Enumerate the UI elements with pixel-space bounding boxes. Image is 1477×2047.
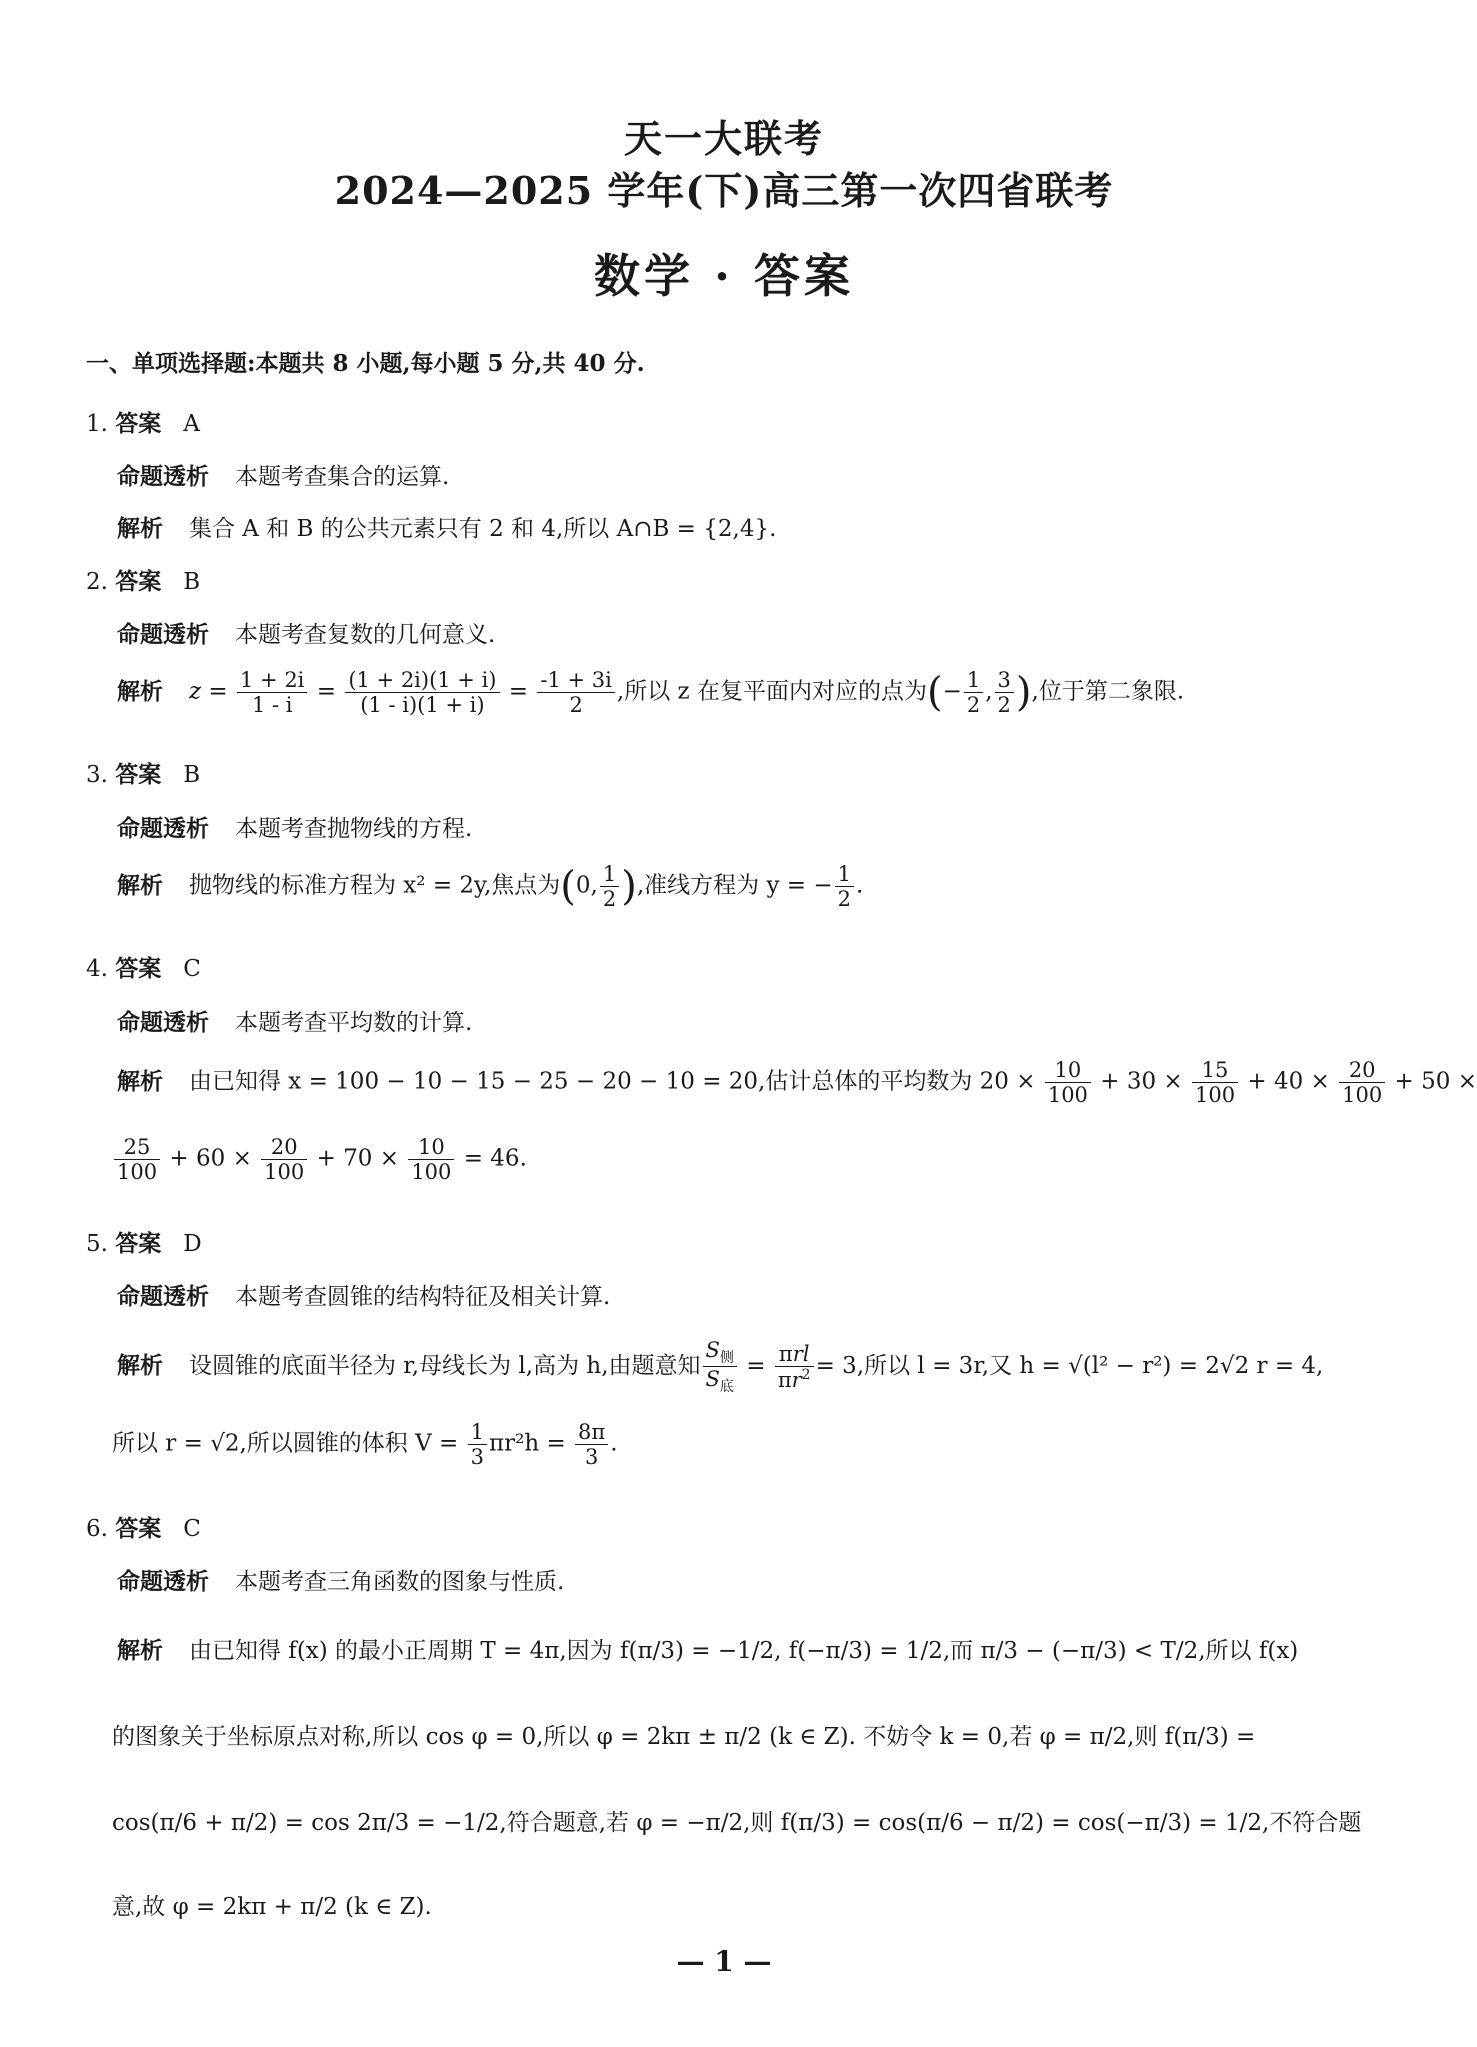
q4-analysis-text: 由已知得 x = 100 − 10 − 15 − 25 − 20 − 10 = 20,估计总体的平均数为 20 × <box>189 1068 1036 1095</box>
answer-label: 答案 <box>115 955 162 982</box>
numerator: 10 <box>408 1135 454 1160</box>
q5-analysis-mid: = 3,所以 l = 3r,又 h = √(l² − r²) = 2√2 r = 4, <box>815 1352 1324 1379</box>
q5-intent-text: 本题考查圆锥的结构特征及相关计算. <box>235 1284 611 1310</box>
denominator: 3 <box>470 1445 484 1470</box>
q3-analysis-pre: 抛物线的标准方程为 x² = 2y,焦点为 <box>189 872 561 899</box>
exam-organizer: 天一大联考 <box>623 116 824 161</box>
q5-analysis-pre: 设圆锥的底面半径为 r,母线长为 l,高为 h,由题意知 <box>189 1352 701 1379</box>
denominator: (1 - i)(1 + i) <box>360 693 485 718</box>
page-title: 数学 · 答案 <box>593 249 855 303</box>
q3-directrix-frac <box>835 862 854 911</box>
answer-label: 答案 <box>115 1515 162 1542</box>
numerator: 1 <box>964 668 983 693</box>
q5-analysis-cont <box>112 1420 618 1469</box>
q6-choice: C <box>183 1516 201 1542</box>
q5-volume-text: 所以 r = √2,所以圆锥的体积 V = <box>112 1430 459 1457</box>
q6-analysis-line-2: 的图象关于坐标原点对称,所以 cos φ = 0,所以 φ = 2kπ ± π/2 (k ∈ Z). 不妨令 k = 0,若 φ = π/2,则 f(π/3) = <box>112 1724 1256 1750</box>
q4-number: 4. <box>86 956 108 982</box>
denominator: 100 <box>1194 1083 1236 1108</box>
numerator: 1 <box>835 862 854 887</box>
intent-label: 命题透析 <box>117 1009 209 1036</box>
q5-frac-third <box>468 1420 487 1469</box>
analysis-label: 解析 <box>117 515 163 542</box>
numerator: 1 <box>600 862 619 887</box>
analysis-label: 解析 <box>117 871 163 899</box>
q4-frac-2 <box>1192 1058 1238 1107</box>
q5-volume-mid: πr²h = <box>489 1430 566 1457</box>
q6-analysis <box>117 1632 1298 1665</box>
q4-intent-text: 本题考查平均数的计算. <box>235 1010 473 1036</box>
denominator: 3 <box>584 1445 599 1470</box>
q3-focus-y <box>600 862 619 911</box>
q1-choice: A <box>183 411 200 437</box>
denominator: 2 <box>569 693 583 718</box>
paren-open: ( <box>926 669 943 716</box>
q6-answer <box>86 1510 201 1543</box>
denominator: 2 <box>602 887 617 912</box>
denominator: $\pi r^2$ <box>777 1366 811 1392</box>
q2-intent-text: 本题考查复数的几何意义. <box>235 622 496 648</box>
q4-choice: C <box>183 956 201 982</box>
denominator: 2 <box>997 693 1011 718</box>
numerator: $S_侧$ <box>703 1338 737 1367</box>
intent-label: 命题透析 <box>117 621 209 648</box>
q3-number: 3. <box>86 762 108 788</box>
q5-intent <box>117 1278 610 1311</box>
q2-point-x <box>964 668 983 717</box>
denominator: 2 <box>966 693 981 718</box>
denominator: 100 <box>264 1160 305 1185</box>
analysis-label: 解析 <box>117 1067 163 1095</box>
q2-analysis: 解析 z = $\frac{1 + 2i}{1 - i}$ = $\frac{(1 + 2i)(1 + i)}{(1 - i)(1 + i)}$ = $\frac{-1 + 3i}{2}$ ,所以 z 在复平面内对应的点为(− $\frac{1}{2}$ , $\frac{3}{2}$ ),位于第二象限. <box>117 668 1185 718</box>
q4-term: + 50 × <box>1394 1068 1477 1095</box>
numerator: 8π <box>575 1420 608 1445</box>
q3-intent-text: 本题考查抛物线的方程. <box>235 816 473 842</box>
q4-term: + 60 × <box>169 1145 252 1172</box>
numerator: (1 + 2i)(1 + i) <box>345 668 499 693</box>
answer-label: 答案 <box>115 568 162 595</box>
q2-fraction-2 <box>345 668 499 717</box>
numerator: 20 <box>261 1135 307 1160</box>
q5-analysis: 解析 设圆锥的底面半径为 r,母线长为 l,高为 h,由题意知 $\frac{S_侧}{S_底}$ = $\frac{\text{πrl}}{\pi r^2}$ = 3,所以 l = 3r,又 h = √(l² − r²) = 2√2 r = 4, <box>117 1338 1324 1396</box>
q2-fraction-1 <box>237 668 307 717</box>
paren-close: ) <box>1015 669 1032 716</box>
q3-answer <box>86 756 200 789</box>
q2-point-y <box>995 668 1014 717</box>
q4-term: + 40 × <box>1247 1068 1330 1095</box>
q5-volume-result <box>575 1420 608 1469</box>
q3-choice: B <box>183 762 201 788</box>
paren-close: ) <box>621 863 637 910</box>
q2-intent <box>117 616 495 649</box>
q1-analysis <box>117 510 776 543</box>
numerator: 15 <box>1192 1058 1238 1083</box>
q6-analysis-line-3: cos(π/6 + π/2) = cos 2π/3 = −1/2,符合题意,若 φ = −π/2,则 f(π/3) = cos(π/6 − π/2) = cos(−π/3) = 1/2,不符合题 <box>112 1810 1362 1836</box>
page-number: — 1 — <box>676 1945 772 1978</box>
q5-answer <box>86 1225 202 1258</box>
answer-label: 答案 <box>115 761 162 788</box>
answer-label: 答案 <box>115 1230 162 1257</box>
q6-analysis-line-1: 由已知得 f(x) 的最小正周期 T = 4π,因为 f(π/3) = −1/2, f(−π/3) = 1/2,而 π/3 − (−π/3) < T/2,所以 f(x) <box>189 1638 1299 1664</box>
q2-number: 2. <box>86 569 108 595</box>
q1-number: 1. <box>86 411 108 437</box>
denominator: 2 <box>837 887 851 912</box>
q3-analysis-mid: ,准线方程为 y = − <box>636 872 833 899</box>
intent-label: 命题透析 <box>117 1568 209 1595</box>
denominator: 100 <box>411 1160 452 1185</box>
numerator: 20 <box>1339 1058 1385 1083</box>
q3-analysis <box>117 862 863 911</box>
q4-frac-3 <box>1339 1058 1385 1107</box>
q1-analysis-text: 集合 A 和 B 的公共元素只有 2 和 4,所以 A∩B = {2,4}. <box>189 516 777 542</box>
exam-title: 2024—2025 学年(下)高三第一次四省联考 <box>334 168 1114 213</box>
numerator: -1 + 3i <box>537 668 614 693</box>
q4-frac-4 <box>114 1135 160 1184</box>
q3-focus-x: 0, <box>575 872 598 899</box>
numerator: 3 <box>995 668 1014 693</box>
q2-expr-lead: z = <box>189 678 228 705</box>
q6-analysis-line-4: 意,故 φ = 2kπ + π/2 (k ∈ Z). <box>112 1894 432 1920</box>
q4-frac-5 <box>261 1135 307 1184</box>
analysis-label: 解析 <box>117 1637 163 1664</box>
q4-answer <box>86 950 201 983</box>
numerator: πrl <box>775 1342 814 1367</box>
q4-term: + 70 × <box>316 1145 399 1172</box>
q2-mid-text: ,所以 z 在复平面内对应的点为 <box>616 678 927 705</box>
q4-analysis <box>117 1058 1477 1107</box>
numerator: 1 + 2i <box>237 668 307 693</box>
q2-fraction-3 <box>537 668 614 717</box>
analysis-label: 解析 <box>117 677 163 705</box>
intent-label: 命题透析 <box>117 1283 209 1310</box>
numerator: 25 <box>114 1135 160 1160</box>
denominator: 100 <box>117 1160 158 1185</box>
intent-label: 命题透析 <box>117 463 209 490</box>
q5-volume-end: . <box>610 1430 618 1457</box>
analysis-label: 解析 <box>117 1351 163 1379</box>
paren-open: ( <box>560 863 576 910</box>
answer-label: 答案 <box>115 410 162 437</box>
numerator: 1 <box>468 1420 487 1445</box>
section-heading: 一、单项选择题:本题共 8 小题,每小题 5 分,共 40 分. <box>86 350 645 377</box>
q2-answer <box>86 563 200 596</box>
q3-intent <box>117 810 472 843</box>
denominator: $S_底$ <box>705 1367 734 1396</box>
q5-choice: D <box>183 1231 202 1257</box>
q4-result: = 46. <box>463 1145 527 1172</box>
q2-choice: B <box>183 569 201 595</box>
q4-term: + 30 × <box>1100 1068 1183 1095</box>
denominator: 100 <box>1047 1083 1088 1108</box>
q4-frac-6 <box>408 1135 454 1184</box>
q1-answer <box>86 405 200 438</box>
q4-frac-1 <box>1045 1058 1091 1107</box>
denominator: 100 <box>1342 1083 1383 1108</box>
q1-intent <box>117 458 449 491</box>
q2-tail-text: ,位于第二象限. <box>1031 678 1185 705</box>
q5-number: 5. <box>86 1231 108 1257</box>
q3-analysis-end: . <box>855 872 864 899</box>
q4-analysis-cont <box>112 1135 527 1184</box>
q5-area-formula <box>775 1342 814 1392</box>
q5-area-ratio <box>703 1338 737 1396</box>
q4-intent <box>117 1004 472 1037</box>
q6-intent <box>117 1563 564 1596</box>
q1-intent-text: 本题考查集合的运算. <box>235 464 450 490</box>
q6-number: 6. <box>86 1516 108 1542</box>
numerator: 10 <box>1045 1058 1091 1083</box>
denominator: 1 - i <box>251 693 293 718</box>
q6-intent-text: 本题考查三角函数的图象与性质. <box>235 1569 565 1595</box>
intent-label: 命题透析 <box>117 815 209 842</box>
